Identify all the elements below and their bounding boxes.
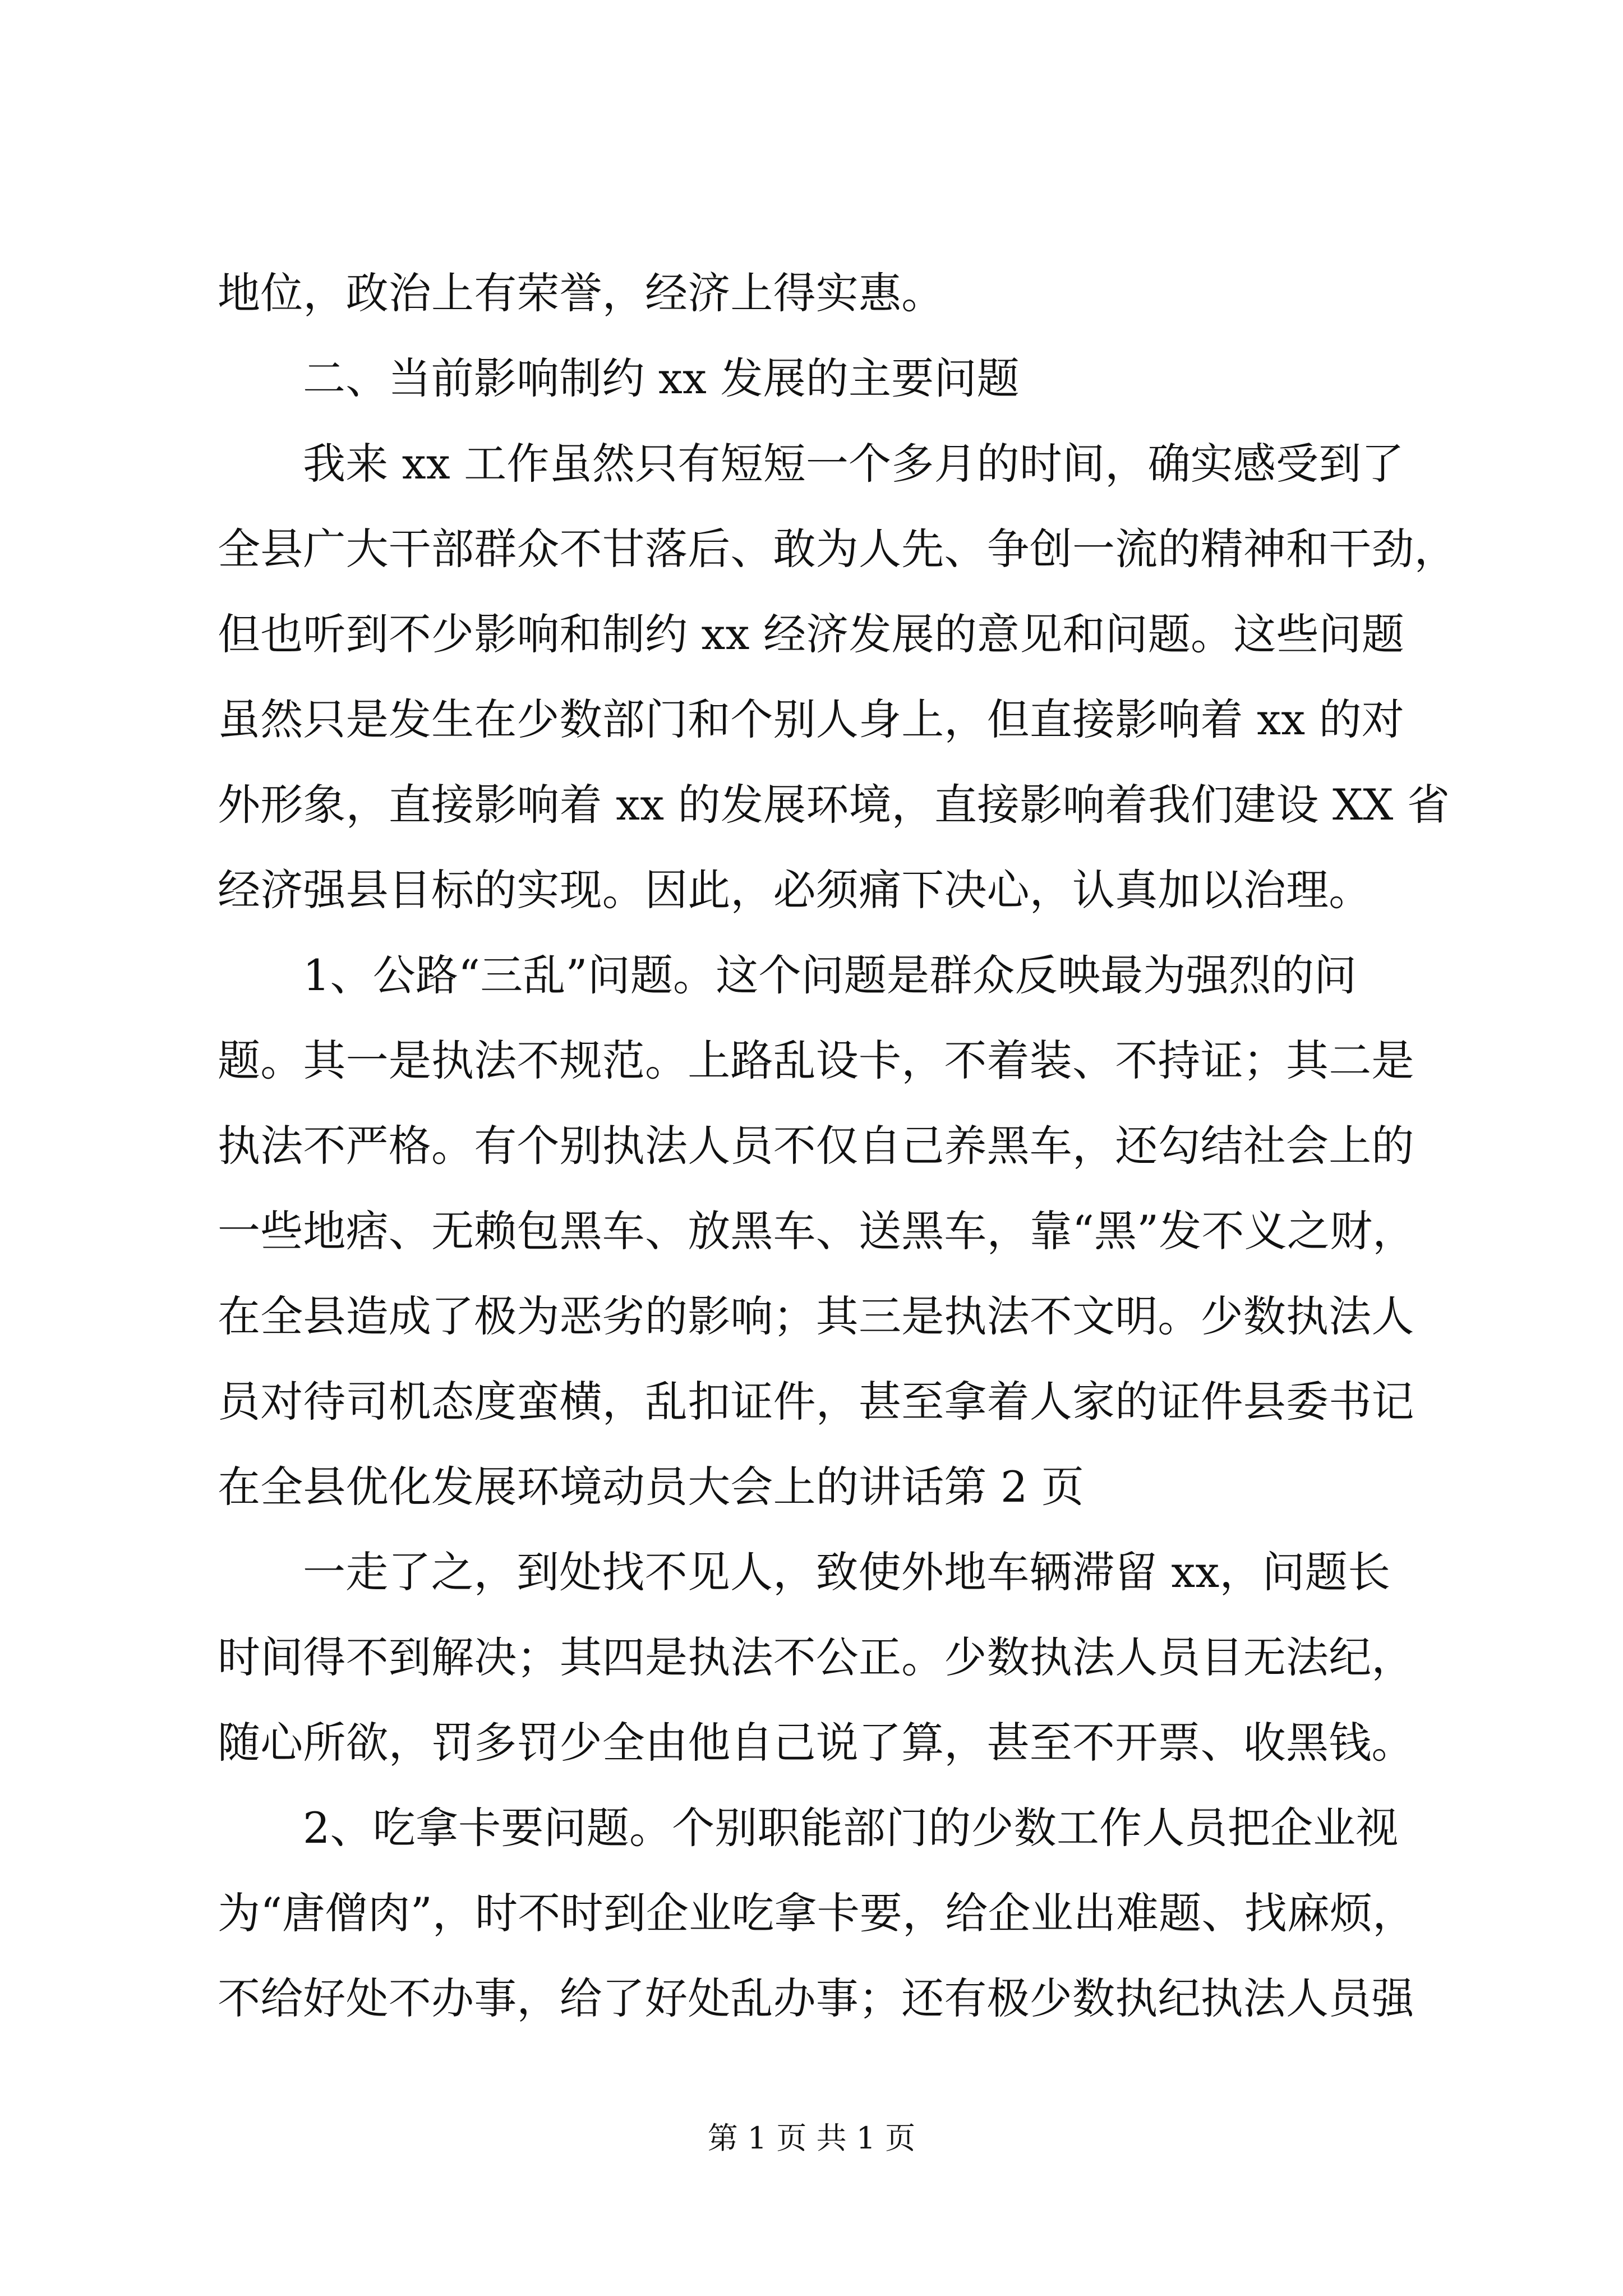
text-line: 地位，政治上有荣誉，经济上得实惠。 xyxy=(218,268,944,318)
text-line: 经济强县目标的实现。因此，必须痛下决心，认真加以治理。 xyxy=(218,865,1372,915)
text-line: 一些地痞、无赖包黑车、放黑车、送黑车，靠“黑”发不义之财， xyxy=(218,1206,1415,1256)
text-line: 题。其一是执法不规范。上路乱设卡，不着装、不持证；其二是 xyxy=(218,1036,1414,1085)
text-line: 外形象，直接影响着 xx 的发展环境，直接影响着我们建设 XX 省 xyxy=(218,780,1450,830)
text-line: 1、公路“三乱”问题。这个问题是群众反映最为强烈的问 xyxy=(303,950,1357,1000)
text-line: 为“唐僧肉”，时不时到企业吃拿卡要，给企业出难题、找麻烦， xyxy=(218,1888,1415,1938)
text-line: 员对待司机态度蛮横，乱扣证件，甚至拿着人家的证件县委书记 xyxy=(218,1377,1414,1427)
text-line: 在全县造成了极为恶劣的影响；其三是执法不文明。少数执法人 xyxy=(218,1291,1414,1341)
text-line: 在全县优化发展环境动员大会上的讲话第 2 页 xyxy=(218,1462,1085,1512)
text-line: 执法不严格。有个别执法人员不仅自己养黑车，还勾结社会上的 xyxy=(218,1121,1414,1171)
text-line: 但也听到不少影响和制约 xx 经济发展的意见和问题。这些问题 xyxy=(218,609,1405,659)
text-line: 2、吃拿卡要问题。个别职能部门的少数工作人员把企业视 xyxy=(303,1803,1399,1853)
page-footer: 第 1 页 共 1 页 xyxy=(707,2120,916,2156)
text-line: 虽然只是发生在少数部门和个别人身上，但直接影响着 xx 的对 xyxy=(218,694,1405,744)
text-line: 一走了之，到处找不见人，致使外地车辆滞留 xx，问题长 xyxy=(303,1547,1391,1597)
text-line: 时间得不到解决；其四是执法不公正。少数执法人员目无法纪， xyxy=(218,1632,1414,1682)
text-line: 随心所欲，罚多罚少全由他自己说了算，甚至不开票、收黑钱。 xyxy=(218,1718,1414,1768)
text-line: 我来 xx 工作虽然只有短短一个多月的时间，确实感受到了 xyxy=(303,439,1404,489)
section-heading: 二、当前影响制约 xx 发展的主要问题 xyxy=(303,353,1020,403)
text-line: 全县广大干部群众不甘落后、敢为人先、争创一流的精神和干劲， xyxy=(218,524,1457,574)
text-line: 不给好处不办事，给了好处乱办事；还有极少数执纪执法人员强 xyxy=(218,1973,1414,2023)
